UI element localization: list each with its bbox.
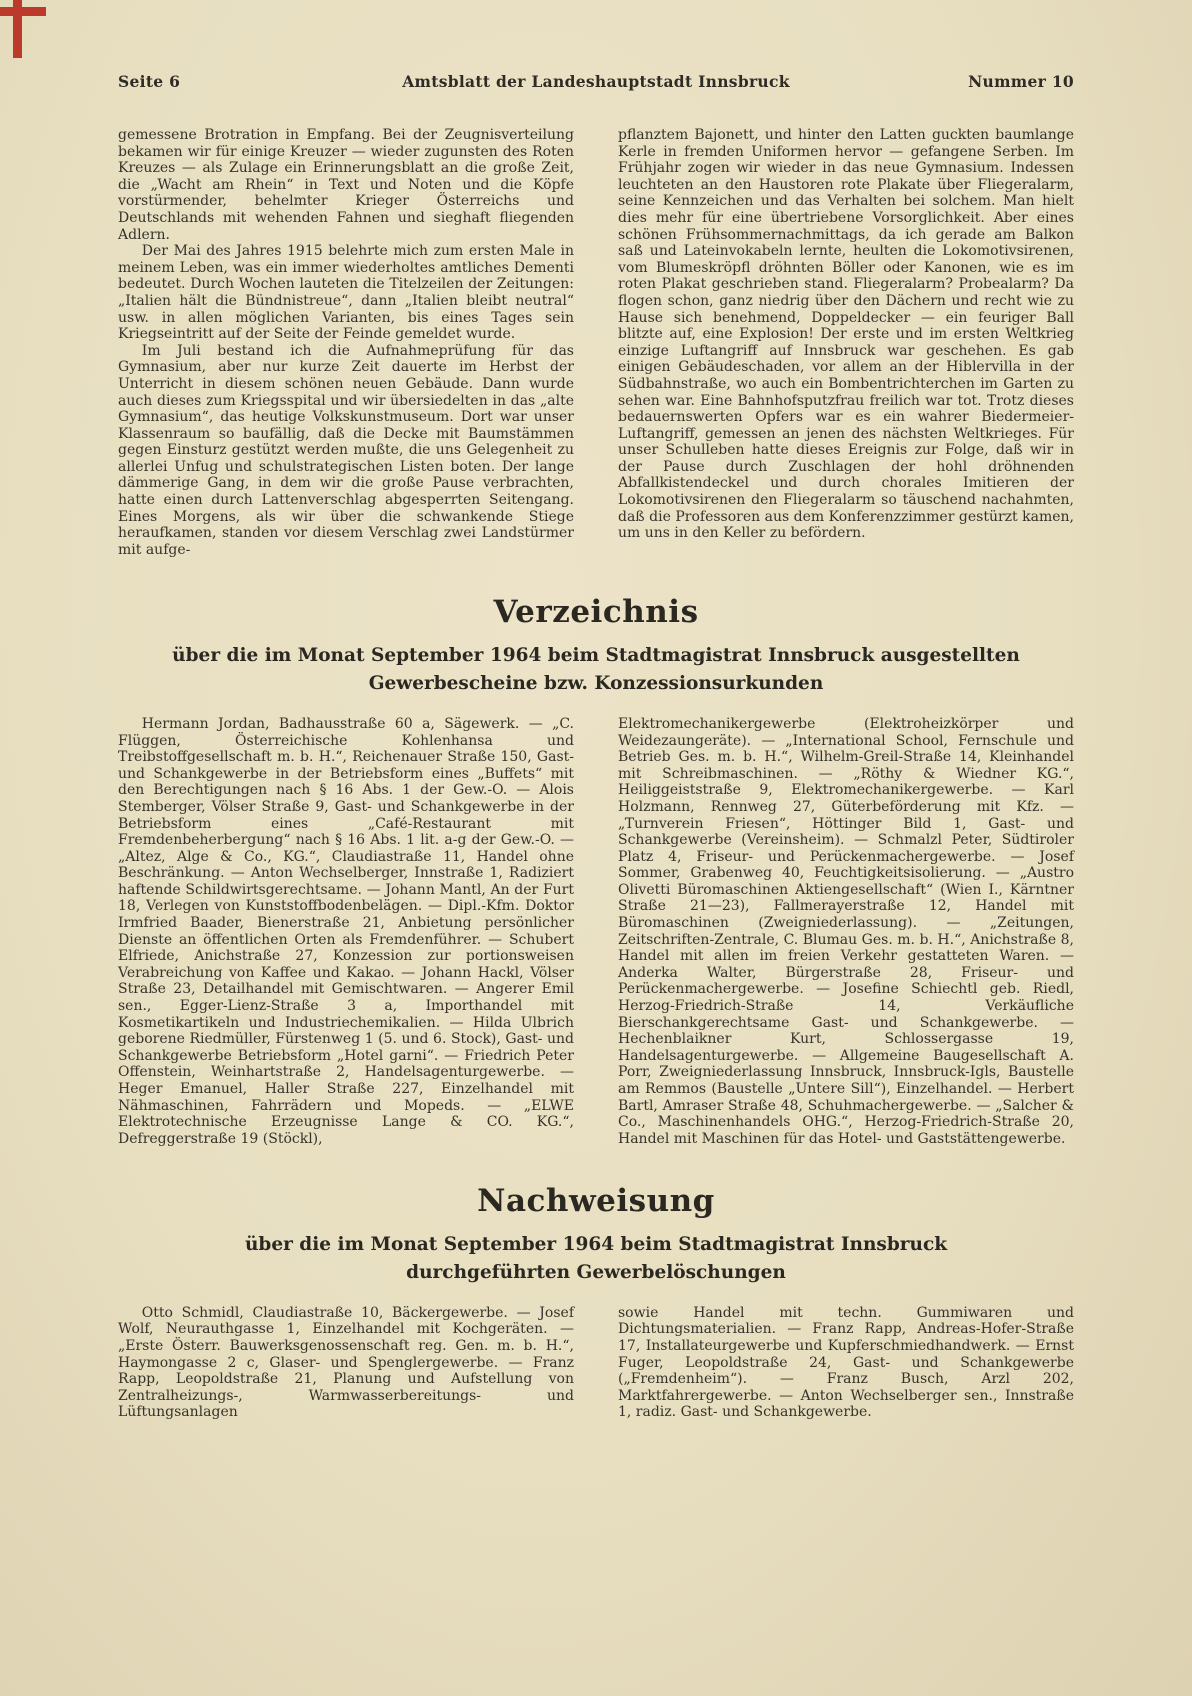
memoir-paragraph: Der Mai des Jahres 1915 belehrte mich zum ersten Male in meinem Leben, was ein immer wiederholtes amtliches Dementi bedeutet. Durch Wochen lauteten die Titelzeilen der Zeitungen: „Italien hält die Bündnistreue“, dann „Italien bleibt neutral“ usw. in allen möglichen Varianten, bis eines Tages sein Kriegseintritt auf der Seite der Feinde gemeldet wurde. [118,243,574,343]
memoir-paragraph: gemessene Brotration in Empfang. Bei der Zeugnisverteilung bekamen wir für einige Kreuzer — wieder zugunsten des Roten Kreuzes — als Zulage ein Erinnerungsblatt an die große Zeit, die „Wacht am Rhein“ in Text und Noten und die Köpfe vorstürmender, behelmter Krieger Österreichs und Deutschlands mit wehenden Fahnen und sieghaft fliegenden Adlern. [118,127,574,243]
nachweisung-subtitle-line1: über die im Monat September 1964 beim Stadtmagistrat Innsbruck [244,1234,948,1256]
nachweisung-subtitle [118,1231,1074,1287]
verzeichnis-subtitle [118,642,1074,698]
memoir-section [118,127,1074,558]
verzeichnis-subtitle-line2: Gewerbescheine bzw. Konzessionsurkunden [368,673,824,695]
page-number-left: Seite 6 [118,72,181,91]
verzeichnis-text-right: Elektromechanikergewerbe (Elektroheizkörper und Weidezaungeräte). — „International School, Fernschule und Betrieb Ges. m. b. H.“, Wilhelm-Greil-Straße 14, Kleinhandel mit Schreibmaschinen. — „Röthy & Wiedner KG.“, Heiliggeiststraße 9, Elektromechanikergewerbe. — Karl Holzmann, Rennweg 27, Güterbeförderung mit Kfz. — „Turnverein Friesen“, Höttinger Bild 1, Gast- und Schankgewerbe (Vereinsheim). — Schmalzl Peter, Südtiroler Platz 4, Friseur- und Perückenmachergewerbe. — Josef Sommer, Grabenweg 40, Feuchtigkeitsisolierung. — „Austro Olivetti Büromaschinen Aktiengesellschaft“ (Wien I., Kärntner Straße 21—23), Fallmerayerstraße 12, Handel mit Büromaschinen (Zweigniederlassung). — „Zeitungen, Zeitschriften-Zentrale, C. Blumau Ges. m. b. H.“, Anichstraße 8, Handel mit allen im freien Verkehr gestatteten Waren. — Anderka Walter, Bürgerstraße 28, Friseur- und Perückenmachergewerbe. — Josefine Schiechtl geb. Riedl, Herzog-Friedrich-Straße 14, Verkäufliche Bierschankgerechtsame Gast- und Schankgewerbe. — Hechenblaikner Kurt, Schlossergasse 19, Handelsagenturgewerbe. — Allgemeine Baugesellschaft A. Porr, Zweigniederlassung Innsbruck, Innsbruck-Igls, Baustelle am Remmos (Baustelle „Untere Sill“), Einzelhandel. — Herbert Bartl, Amraser Straße 48, Schuhmachergewerbe. — „Salcher & Co., Maschinenhandels OHG.“, Herzog-Friedrich-Straße 20, Handel mit Maschinen für das Hotel- und Gaststättengewerbe. [618,715,1074,1147]
verzeichnis-text-left: Hermann Jordan, Badhausstraße 60 a, Sägewerk. — „C. Flüggen, Österreichische Kohlenhansa und Treibstoffgesellschaft m. b. H.“, Reichenauer Straße 150, Gast- und Schankgewerbe in der Betriebsform eines „Buffets“ mit den Berechtigungen nach § 16 Abs. 1 der Gew.-O. — Alois Stemberger, Völser Straße 9, Gast- und Schankgewerbe in der Betriebsform eines „Café-Restaurant mit Fremdenbeherbergung“ nach § 16 Abs. 1 lit. a-g der Gew.-O. — „Altez, Alge & Co., KG.“, Claudiastraße 11, Handel ohne Beschränkung. — Anton Wechselberger, Innstraße 1, Radiziert haftende Schildwirtsgerechtsame. — Johann Mantl, An der Furt 18, Verlegen von Kunststoffbodenbelägen. — Dipl.-Kfm. Doktor Irmfried Baader, Bienerstraße 21, Anbietung persönlicher Dienste an öffentlichen Orten als Fremdenführer. — Schubert Elfriede, Anichstraße 27, Konzession zur portionsweisen Verabreichung von Kaffee und Kakao. — Johann Hackl, Völser Straße 23, Detailhandel mit Gemischtwaren. — Angerer Emil sen., Egger-Lienz-Straße 3 a, Importhandel mit Kosmetikartikeln und Industriechemikalien. — Hilda Ulbrich geborene Riedmüller, Fürstenweg 1 (5. und 6. Stock), Gast- und Schankgewerbe Betriebsform „Hotel garni“. — Friedrich Peter Offenstein, Weinhartstraße 2, Handelsagenturgewerbe. — Heger Emanuel, Haller Straße 227, Einzelhandel mit Nähmaschinen, Fahrrädern und Mopeds. — „ELWE Elektrotechnische Erzeugnisse Lange & CO. KG.“, Defreggerstraße 19 (Stöckl), [118,715,574,1147]
verzeichnis-right-column [618,716,1074,1147]
nachweisung-text-right: sowie Handel mit techn. Gummiwaren und Dichtungsmaterialien. — Franz Rapp, Andreas-Hofer-Straße 17, Installateurgewerbe und Kupferschmiedhandwerk. — Ernst Fuger, Leopoldstraße 24, Gast- und Schankgewerbe („Fremdenheim“). — Franz Busch, Arzl 202, Marktfahrergewerbe. — Anton Wechselberger sen., Innstraße 1, radiz. Gast- und Schankgewerbe. [618,1304,1074,1421]
nachweisung-left-column [118,1305,574,1421]
issue-number: Nummer 10 [968,72,1074,91]
verzeichnis-subtitle-line1: über die im Monat September 1964 beim Stadtmagistrat Innsbruck ausgestellten [172,645,1020,667]
memoir-paragraph: pflanztem Bajonett, und hinter den Latten guckten baumlange Kerle in fremden Uniformen hervor — gefangene Serben. Im Frühjahr zogen wir wieder in das neue Gymnasium. Indessen leuchteten an den Haustoren rote Plakate über Fliegeralarm, seine Kennzeichen und das Verhalten bei solchem. Man hielt dies mehr für eine übertriebene Vorsorglichkeit. Aber eines schönen Frühsommernachmittags, da ich gerade am Balkon saß und Lateinvokabeln lernte, heulten die Lokomotivsirenen, vom Blumeskröpfl dröhnten Böller oder Kanonen, wie es im roten Plakat geschrieben stand. Fliegeralarm? Probealarm? Da flogen schon, ganz niedrig über den Dächern und recht wie zu Hause sich benehmend, Doppeldecker — ein feuriger Ball blitzte auf, eine Explosion! Der erste und im ersten Weltkrieg einzige Luftangriff auf Innsbruck war geschehen. Es gab einigen Gebäudeschaden, vor allem an der Hiblervilla in der Südbahnstraße, wo auch ein Bombentrichterchen im Garten zu sehen war. Eine Bahnhofsputzfrau freilich war tot. Trotz dieses bedauernswerten Opfers war es ein wahrer Biedermeier-Luftangriff, gemessen an jenen des nächsten Weltkrieges. Für unser Schulleben hatte dieses Ereignis zur Folge, daß wir in der Pause durch Zuschlagen der hohl dröhnenden Abfallkistendeckel und durch chorales Imitieren der Lokomotivsirenen den Fliegeralarm so täuschend nachahmten, daß die Professoren aus dem Konferenzzimmer gestürzt kamen, um uns in den Keller zu befördern. [618,127,1074,542]
journal-title: Amtsblatt der Landeshauptstadt Innsbruck [402,72,790,91]
memoir-left-column [118,127,574,558]
nachweisung-subtitle-line2: durchgeführten Gewerbelöschungen [406,1262,786,1284]
page-content [118,72,1074,1421]
page-header [118,72,1074,91]
nachweisung-title: Nachweisung [477,1183,715,1220]
verzeichnis-title: Verzeichnis [493,594,699,631]
verzeichnis-body [118,716,1074,1147]
nachweisung-text-left: Otto Schmidl, Claudiastraße 10, Bäckergewerbe. — Josef Wolf, Neurauthgasse 1, Einzelhandel mit Kochgeräten. — „Erste Österr. Bauwerksgenossenschaft reg. Gen. m. b. H.“, Haymongasse 2 c, Glaser- und Spenglergewerbe. — Franz Rapp, Leopoldstraße 21, Planung und Aufstellung von Zentralheizungs-, Warmwasserbereitungs- und Lüftungsanlagen [118,1304,574,1421]
verzeichnis-section [118,594,1074,1147]
verzeichnis-left-column [118,716,574,1147]
memoir-paragraph: Im Juli bestand ich die Aufnahmeprüfung für das Gymnasium, aber nur kurze Zeit dauerte im Herbst der Unterricht in diesem schönen neuen Gebäude. Dann wurde auch dieses zum Kriegsspital und wir übersiedelten in das „alte Gymnasium“, das heutige Volkskunstmuseum. Dort war unser Klassenraum so baufällig, daß die Decke mit Baumstämmen gegen Einsturz gestützt werden mußte, die uns Gelegenheit zu allerlei Unfug und schulstrategischen Listen boten. Der lange dämmerige Gang, in dem wir die große Pause verbrachten, hatte einen durch Lattenverschlag abgesperrten Seitengang. Eines Morgens, als wir über die schwankende Stiege heraufkamen, standen vor diesem Verschlag zwei Landstürmer mit aufge- [118,342,574,558]
nachweisung-body [118,1305,1074,1421]
scan-edge-mark-horizontal [0,7,46,16]
nachweisung-right-column [618,1305,1074,1421]
memoir-right-column [618,127,1074,558]
nachweisung-section [118,1183,1074,1421]
